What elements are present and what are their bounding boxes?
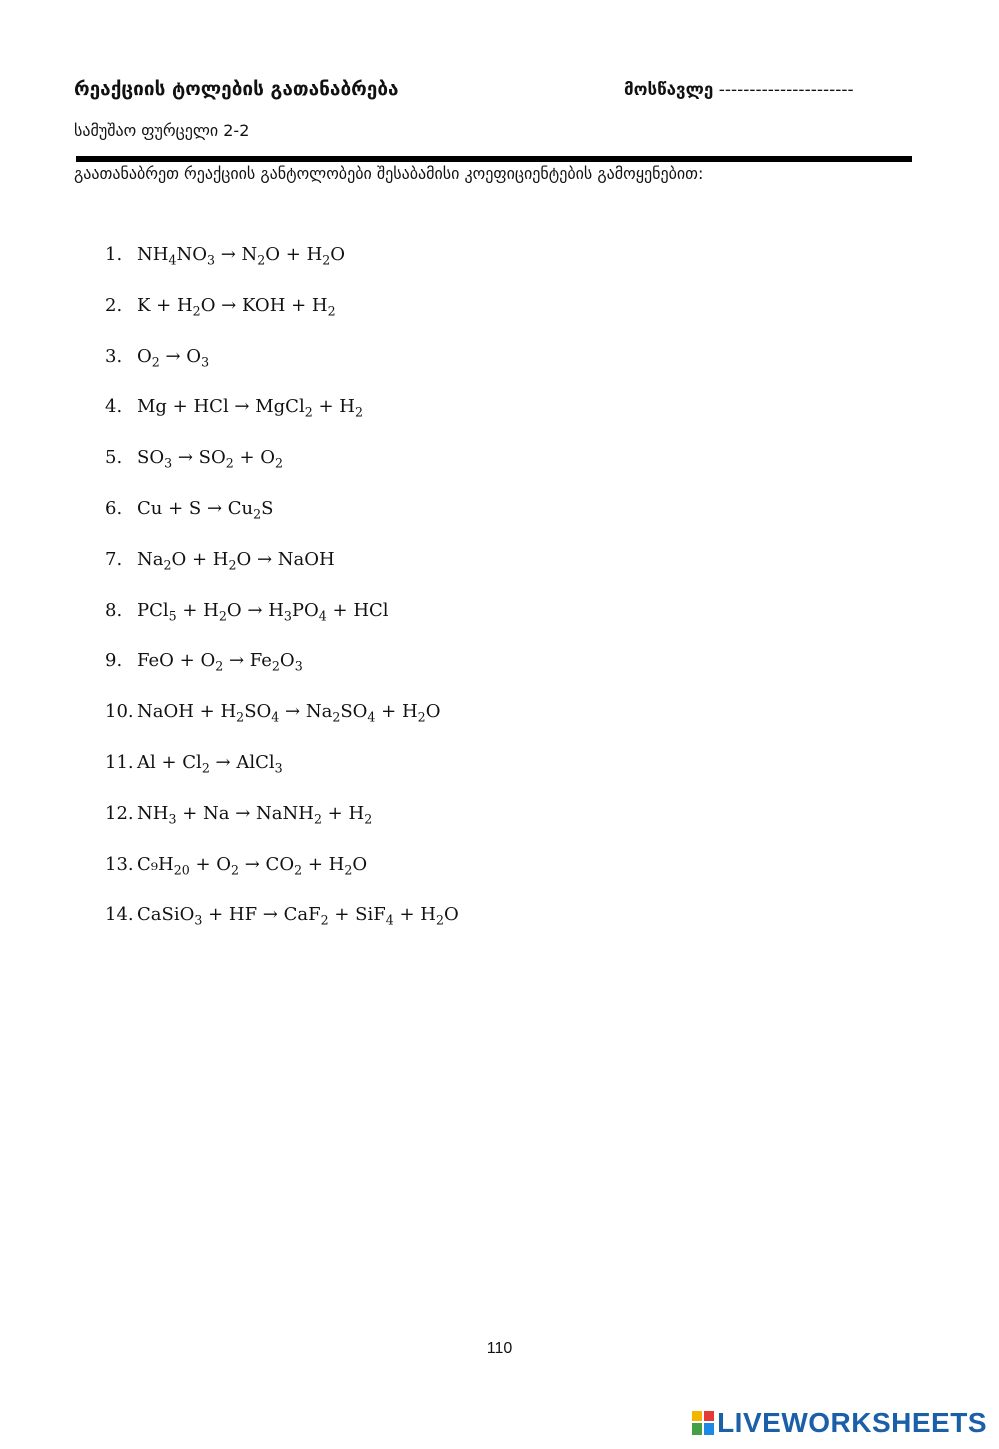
equation-text [137,600,389,621]
formula-part: + H [321,802,365,824]
liveworksheets-logo-icon [692,1411,714,1435]
formula-part: O → H [226,599,284,621]
student-name-field [624,80,854,100]
formula-part: O [137,345,152,367]
subscript: 2 [257,252,266,268]
worksheet-subtitle: სამუშაო ფურცელი 2-2 [74,121,250,140]
subscript: 2 [344,861,353,877]
formula-part: O [330,244,346,265]
equation-number: 4. [105,396,123,418]
formula-part: O + H [265,244,323,265]
equation-number: 6. [105,497,123,519]
formula-part: O [352,853,368,875]
equation-text [137,447,284,471]
subscript: 4 [168,252,177,268]
equation-number: 3. [105,345,123,367]
equation-text [137,751,283,776]
subscript: 2 [313,811,322,827]
formula-part: + SiF [328,904,386,926]
subscript: 2 [275,455,284,471]
equation-number: 5. [105,447,123,469]
equation-list [105,244,459,955]
equation-text [137,497,274,522]
subscript: 3 [206,252,215,268]
formula-part: NaOH + H [137,701,237,723]
equation-text [137,650,303,674]
subscript: 2 [215,658,224,674]
subscript: 2 [236,709,245,725]
subscript: 2 [417,709,426,725]
instruction-text: გაათანაბრეთ რეაქციის განტოლობები შესაბამისი კოეფიციენტების გამოყენებით: [74,164,704,183]
subscript: 2 [253,506,262,522]
equation-number: 2. [105,294,123,316]
formula-part: O + H [171,548,229,570]
formula-part: CaSiO [137,904,195,926]
equation-text [137,701,441,725]
equation-number: 8. [105,599,123,621]
formula-part: + HF → CaF [202,904,321,926]
subscript: 3 [164,455,173,471]
subscript: 5 [168,607,177,623]
subscript: 2 [354,404,363,420]
formula-part: + HCl [326,599,389,621]
subscript: 3 [283,607,292,623]
subscript: 3 [194,912,203,928]
equation-item [105,752,459,803]
equation-text [137,294,336,319]
formula-part: + H [302,853,345,875]
equation-item [105,650,459,701]
subscript: 2 [218,607,227,623]
equation-number: 7. [105,548,123,570]
equation-number: 1. [105,244,123,265]
equation-text [137,904,459,928]
equation-item [105,244,459,295]
subscript: 3 [168,811,177,827]
subscript: 2 [304,404,313,420]
subscript: 2 [163,557,172,573]
subscript: 20 [173,861,190,877]
subscript: 2 [327,303,336,319]
formula-part: O → NaOH [236,548,335,570]
subscript: 4 [271,709,280,725]
formula-part: K + H [137,294,193,316]
formula-part: PO [291,599,319,621]
formula-part: → N [215,244,258,265]
subscript: 2 [364,811,373,827]
formula-part: Na [137,548,164,570]
subscript: 3 [274,760,283,776]
subscript: 4 [318,607,327,623]
subscript: 2 [271,658,280,674]
formula-part: Cu + S → Cu [137,497,254,519]
equation-item [105,701,459,752]
formula-part: PCl [137,599,169,621]
subscript: 2 [322,252,331,268]
worksheet-title: რეაქციის ტოლების გათანაბრება [74,78,399,100]
formula-part: → SO [172,447,226,469]
formula-part: → O [159,345,202,367]
equation-item [105,854,459,905]
equation-number: 14. [105,904,134,926]
formula-part: O [279,650,295,672]
formula-part: Al + Cl [137,751,202,773]
equation-item [105,803,459,854]
student-name-line: ---------------------- [718,80,854,100]
formula-part: NH [137,244,169,265]
formula-part: C₉H [137,853,174,875]
page-number: 110 [486,1340,513,1357]
subscript: 2 [435,912,444,928]
formula-part: SO [244,701,272,723]
formula-part: + H [375,701,418,723]
subscript: 2 [332,709,341,725]
formula-part: SO [340,701,368,723]
formula-part: O [444,904,459,926]
equation-item [105,295,459,346]
subscript: 2 [192,303,201,319]
subscript: 4 [367,709,376,725]
equation-item [105,498,459,549]
equation-text [137,244,346,268]
subscript: 2 [201,760,210,776]
equation-number: 9. [105,650,123,672]
equation-text [137,802,373,827]
formula-part: S [261,497,274,519]
equation-item [105,396,459,447]
equation-text [137,854,367,875]
equation-item [105,549,459,600]
subscript: 2 [294,861,303,877]
formula-part: O [425,701,441,723]
subscript: 4 [385,912,394,928]
formula-part: NO [176,244,207,265]
subscript: 3 [294,658,303,674]
equation-number: 13. [105,853,134,875]
formula-part: + O [233,447,276,469]
formula-part: → CO [239,853,295,875]
subscript: 2 [228,557,237,573]
formula-part: Mg + HCl → MgCl [137,396,305,418]
equation-item [105,447,459,498]
equation-text [137,346,209,367]
formula-part: → Fe [223,650,272,672]
formula-part: + Na → NaNH [176,802,314,824]
equation-item [105,904,459,955]
student-label: მოსწავლე [624,80,714,100]
brand-name: LIVEWORKSHEETS [717,1407,987,1438]
equation-number: 12. [105,802,134,824]
equation-item [105,346,459,397]
formula-part: → Na [279,701,333,723]
equation-text [137,396,363,420]
equation-item [105,600,459,651]
subscript: 2 [151,354,160,369]
subscript: 2 [231,861,240,877]
formula-part: + H [176,599,219,621]
formula-part: O → KOH + H [200,294,328,316]
equation-number: 10. [105,701,134,723]
formula-part: → AlCl [209,751,275,773]
equation-number: 11. [105,751,134,773]
subscript: 2 [225,455,234,471]
equation-text [137,548,335,573]
subscript: 2 [320,912,329,928]
formula-part: FeO + O [137,650,216,672]
formula-part: + H [312,396,355,418]
liveworksheets-brand [692,1407,987,1439]
formula-part: + O [189,853,232,875]
header-divider [76,156,912,162]
subscript: 3 [201,354,210,369]
formula-part: SO [137,447,165,469]
formula-part: NH [137,802,169,824]
formula-part: + H [393,904,436,926]
